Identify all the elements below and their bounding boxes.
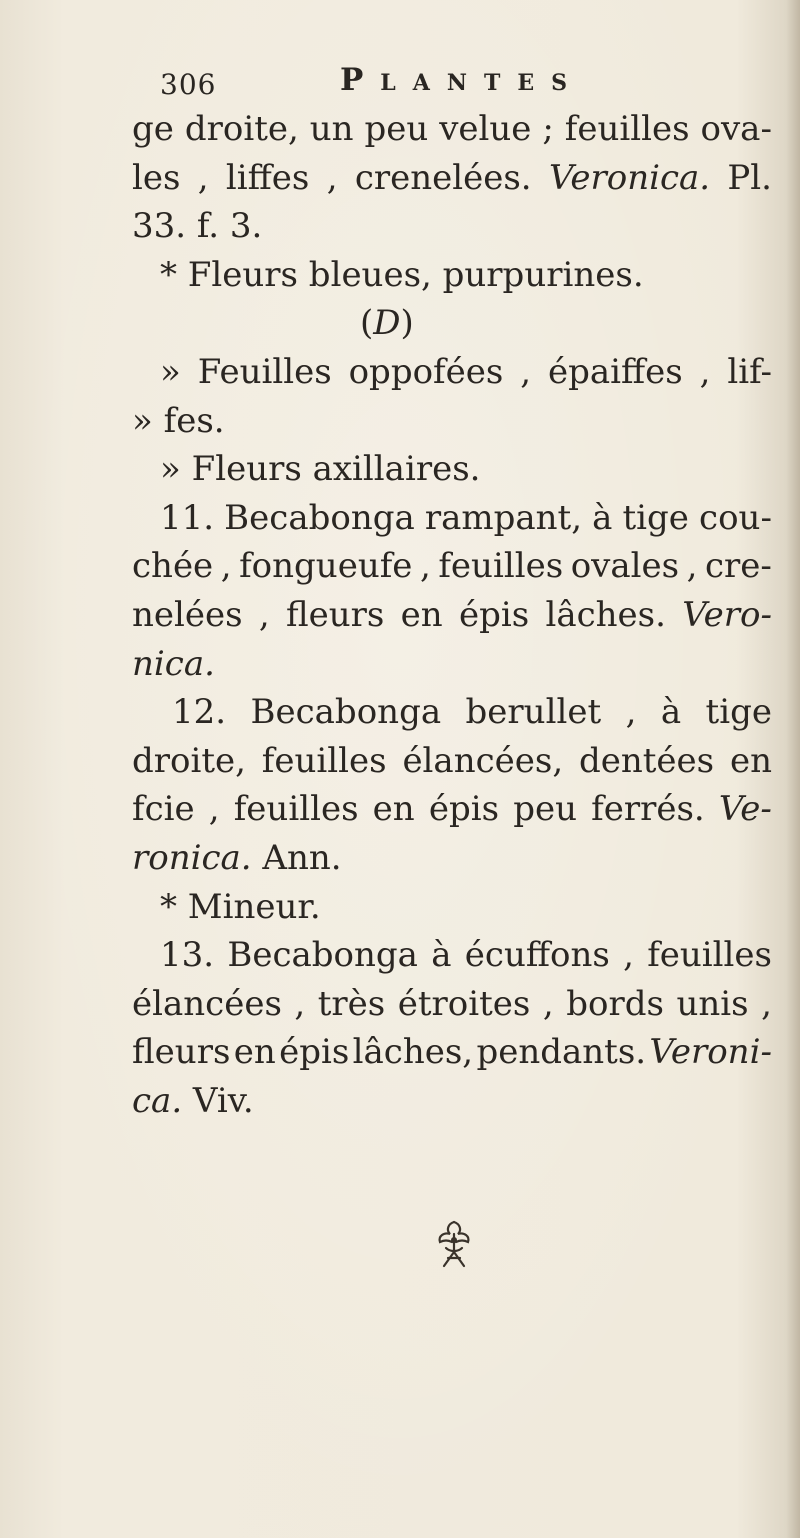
- text-word: ,: [761, 983, 772, 1024]
- text-word: nelées: [132, 594, 243, 635]
- text-word: droite,: [184, 109, 299, 149]
- text-word: en: [233, 1032, 276, 1073]
- text-word: élancées: [132, 983, 282, 1024]
- text-word: unis: [676, 983, 749, 1024]
- text-word: tige: [622, 497, 689, 538]
- text-line: [132, 154, 772, 203]
- text-line: [132, 494, 772, 543]
- printer-fleuron-icon: [432, 1218, 476, 1270]
- text-word: ,: [419, 546, 431, 587]
- text-word: ova-: [700, 109, 772, 149]
- text-word: Feuilles: [197, 351, 332, 392]
- text-word: ferrés.: [591, 789, 705, 830]
- text-segment: » Fleurs axillaires.: [160, 449, 481, 490]
- text-word: lâches.: [545, 594, 666, 635]
- text-word: droite,: [132, 740, 246, 781]
- text-word: feuilles: [564, 109, 690, 149]
- text-word: Becabonga: [224, 497, 415, 538]
- text-word: ,: [623, 935, 634, 976]
- text-line: [132, 445, 772, 494]
- text-segment: ): [400, 303, 414, 344]
- text-line: [132, 1077, 772, 1126]
- text-word: fcie: [132, 789, 195, 830]
- text-word: liffes: [225, 157, 310, 198]
- text-word: à: [660, 692, 682, 733]
- text-word: ,: [686, 546, 698, 587]
- text-word: fongueufe: [239, 546, 413, 587]
- page-number: 306: [160, 68, 217, 101]
- text-word: ,: [258, 594, 270, 635]
- text-line: [132, 785, 772, 834]
- page-edge-shadow: [786, 0, 800, 1538]
- text-word: en: [729, 740, 772, 781]
- text-word: »: [160, 351, 181, 392]
- text-word: cou-: [699, 497, 772, 538]
- text-word: peu: [364, 109, 429, 149]
- text-word: velue: [439, 109, 532, 149]
- text-line: [132, 1028, 772, 1077]
- text-word: Ve-: [718, 789, 772, 830]
- text-segment: (: [360, 303, 374, 344]
- text-word: élancées,: [402, 740, 564, 781]
- text-line: [132, 640, 772, 689]
- text-word: lâches,: [352, 1032, 474, 1073]
- text-segment: * Mineur.: [160, 886, 321, 927]
- text-line: [132, 202, 772, 251]
- text-word: Vero-: [682, 594, 772, 635]
- text-line: [132, 591, 772, 640]
- text-line: [132, 542, 772, 591]
- text-line: [132, 931, 772, 980]
- text-segment: D: [373, 303, 401, 344]
- text-word: ,: [208, 789, 220, 830]
- text-line: [132, 299, 772, 348]
- text-word: ,: [326, 157, 338, 198]
- text-word: ge: [132, 109, 174, 149]
- text-line: [132, 251, 772, 300]
- text-segment: Viv.: [182, 1080, 254, 1121]
- text-line: [132, 834, 772, 883]
- text-segment: ca.: [132, 1080, 183, 1121]
- text-word: les: [132, 157, 181, 198]
- body-text: [132, 105, 772, 1125]
- text-word: pendants.: [476, 1032, 647, 1073]
- text-word: épis: [458, 594, 530, 635]
- text-segment: nica.: [132, 643, 215, 684]
- text-word: fleurs: [285, 594, 385, 635]
- text-segment: » fes.: [132, 400, 225, 441]
- text-word: épis: [279, 1032, 350, 1073]
- text-word: 12.: [172, 692, 227, 733]
- text-word: ,: [294, 983, 306, 1024]
- text-word: feuilles: [438, 546, 564, 587]
- text-word: Veronica.: [548, 157, 711, 198]
- text-word: ,: [520, 351, 532, 392]
- text-word: peu: [513, 789, 577, 830]
- text-word: ,: [220, 546, 232, 587]
- text-word: épaiffes: [547, 351, 683, 392]
- text-segment: * Fleurs bleues, purpurines.: [160, 254, 644, 295]
- text-word: 11.: [160, 497, 215, 538]
- text-word: à: [431, 935, 452, 976]
- text-word: rampant,: [424, 497, 583, 538]
- text-word: en: [372, 789, 415, 830]
- text-word: à: [592, 497, 613, 538]
- text-word: dentées: [578, 740, 715, 781]
- text-word: tige: [705, 692, 772, 733]
- text-line: [132, 980, 772, 1029]
- text-word: ,: [542, 983, 554, 1024]
- text-word: feuilles: [647, 935, 772, 976]
- text-word: oppofées: [348, 351, 504, 392]
- text-word: crenelées.: [354, 157, 532, 198]
- text-word: feuilles: [261, 740, 387, 781]
- text-word: feuilles: [233, 789, 359, 830]
- text-line: [132, 883, 772, 932]
- text-word: Becabonga: [227, 935, 418, 976]
- text-word: épis: [428, 789, 500, 830]
- text-word: 13.: [160, 935, 215, 976]
- text-word: ,: [699, 351, 711, 392]
- text-word: chée: [132, 546, 214, 587]
- text-line: [132, 737, 772, 786]
- text-line: [132, 688, 772, 737]
- text-word: ;: [542, 109, 554, 149]
- text-word: cre-: [705, 546, 772, 587]
- text-word: très: [317, 983, 386, 1024]
- text-word: berullet: [465, 692, 602, 733]
- text-word: en: [400, 594, 443, 635]
- text-word: étroites: [397, 983, 531, 1024]
- text-word: Becabonga: [250, 692, 442, 733]
- text-line: [132, 348, 772, 397]
- text-word: Pl.: [727, 157, 772, 198]
- text-word: Veroni-: [649, 1032, 772, 1073]
- text-segment: 33. f. 3.: [132, 206, 263, 247]
- text-word: ,: [197, 157, 209, 198]
- text-word: fleurs: [132, 1032, 231, 1073]
- text-word: écuffons: [464, 935, 610, 976]
- text-word: bords: [566, 983, 664, 1024]
- running-title: Plantes: [340, 62, 584, 98]
- text-segment: Ann.: [251, 837, 342, 878]
- text-word: lif-: [727, 351, 772, 392]
- text-segment: ronica.: [132, 837, 252, 878]
- text-word: ovales: [570, 546, 680, 587]
- text-word: un: [309, 109, 354, 149]
- text-line: [132, 105, 772, 154]
- text-line: [132, 397, 772, 446]
- text-word: ,: [625, 692, 637, 733]
